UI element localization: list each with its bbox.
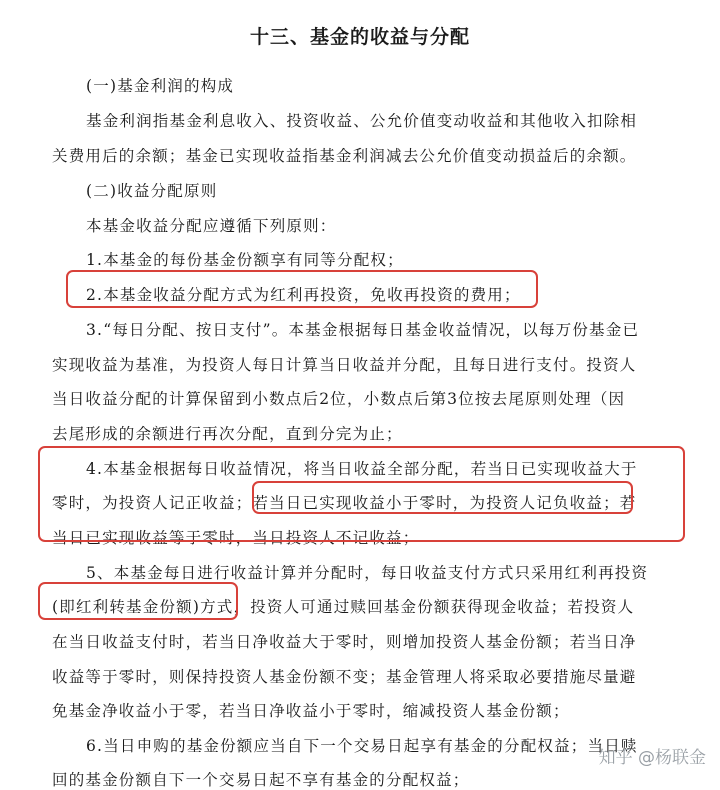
paragraph-line: 收益等于零时，则保持投资人基金份额不变；基金管理人将采取必要措施尽量避	[52, 668, 637, 686]
principle-item-5: 5、本基金每日进行收益计算并分配时，每日收益支付方式只采用红利再投资	[86, 564, 649, 582]
principle-item-3: 3.“每日分配、按日支付”。本基金根据每日基金收益情况，以每万份基金已	[86, 321, 640, 339]
paragraph-line: 在当日收益支付时，若当日净收益大于零时，则增加投资人基金份额；若当日净	[52, 633, 637, 651]
watermark: 知乎 @杨联金	[598, 748, 706, 768]
highlight-box-reinvestment	[66, 270, 538, 308]
paragraph-line: 本基金收益分配应遵循下列原则：	[86, 217, 337, 235]
paragraph-line: 实现收益为基准，为投资人每日计算当日收益并分配，且每日进行支付。投资人	[52, 356, 637, 374]
highlight-box-negative-income	[252, 481, 633, 514]
paragraph-line: 去尾形成的余额进行再次分配，直到分完为止；	[52, 425, 403, 443]
principle-item-4: 4.本基金根据每日收益情况，将当日收益全部分配，若当日已实现收益大于	[86, 460, 638, 478]
paragraph-line: 免基金净收益小于零，若当日净收益小于零时，缩减投资人基金份额；	[52, 702, 570, 720]
paragraph-line: (即红利转基金份额)方式，投资人可通过赎回基金份额获得现金收益；若投资人	[52, 598, 635, 616]
principle-item-1: 1.本基金的每份基金份额享有同等分配权；	[86, 251, 404, 269]
principle-item-2: 2.本基金收益分配方式为红利再投资，免收再投资的费用；	[86, 286, 521, 304]
paragraph-line: 基金利润指基金利息收入、投资收益、公允价值变动收益和其他收入扣除相	[86, 112, 638, 130]
section-heading-composition: (一)基金利润的构成	[86, 77, 235, 95]
highlight-box-dividend-to-shares	[38, 582, 238, 620]
paragraph-line: 当日收益分配的计算保留到小数点后2位，小数点后第3位按去尾原则处理（因	[52, 390, 626, 408]
paragraph-line: 当日已实现收益等于零时，当日投资人不记收益；	[52, 529, 420, 547]
paragraph-line: 回的基金份额自下一个交易日起不享有基金的分配权益；	[52, 771, 470, 789]
page-title: 十三、基金的收益与分配	[249, 26, 470, 48]
section-heading-principles: (二)收益分配原则	[86, 182, 218, 200]
principle-item-6: 6.当日申购的基金份额应当自下一个交易日起享有基金的分配权益；当日赎	[86, 737, 638, 755]
paragraph-line: 零时，为投资人记正收益；若当日已实现收益小于零时，为投资人记负收益；若	[52, 494, 637, 512]
paragraph-line: 关费用后的余额；基金已实现收益指基金利润减去公允价值变动损益后的余额。	[52, 147, 637, 165]
